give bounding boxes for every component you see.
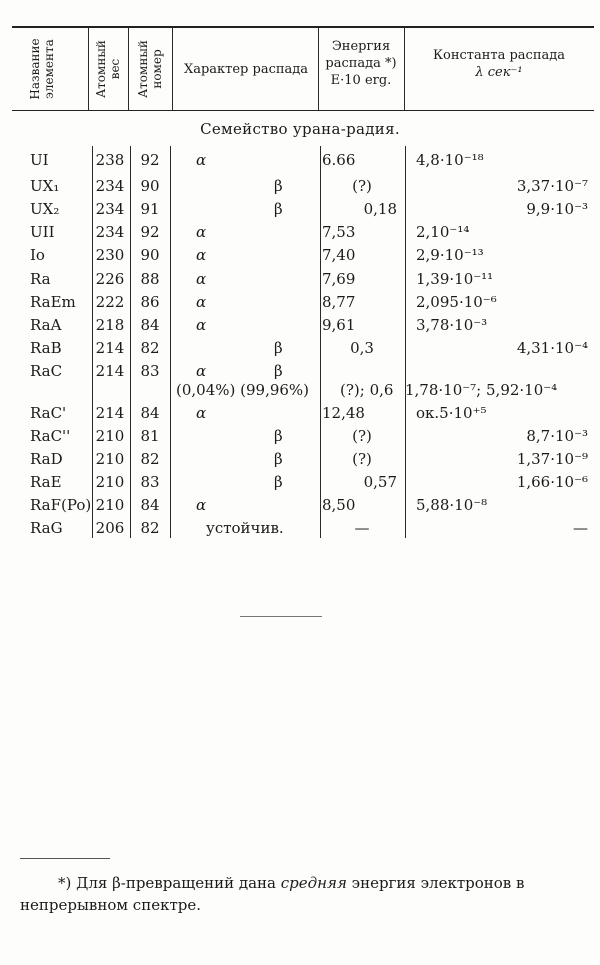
- element-name: UX₁: [30, 177, 60, 195]
- header-energy-line: распада *): [325, 56, 397, 71]
- atomic-weight: 230: [95, 246, 125, 264]
- element-name: UX₂: [30, 200, 60, 218]
- atomic-weight: 222: [95, 293, 125, 311]
- rac-branch-percents: (0,04%) (99,96%): [176, 381, 310, 399]
- header-constant-line: Константа распада: [432, 48, 566, 63]
- atomic-weight: 210: [95, 450, 125, 468]
- rac-branch-energy: (?); 0,6: [340, 381, 394, 399]
- atomic-weight: 238: [95, 151, 125, 169]
- alpha-decay-mark: α: [196, 316, 207, 334]
- element-name: UII: [30, 223, 55, 241]
- body-divider: [170, 146, 171, 538]
- beta-decay-mark: β: [274, 427, 283, 445]
- atomic-weight: 206: [95, 519, 125, 537]
- atomic-weight: 234: [95, 200, 125, 218]
- alpha-decay-mark: α: [196, 293, 207, 311]
- header-energy-line: E·10 erg.: [330, 73, 392, 88]
- decay-energy: 0,3: [350, 339, 374, 357]
- decay-constant: 1,66·10⁻⁶: [516, 473, 588, 491]
- decay-constant: 3,78·10⁻³: [416, 316, 488, 334]
- atomic-number: 84: [140, 316, 160, 334]
- atomic-number: 83: [140, 362, 160, 380]
- alpha-decay-mark: α: [196, 404, 207, 422]
- beta-decay-mark: β: [274, 473, 283, 491]
- atomic-weight: 210: [95, 427, 125, 445]
- decay-constant: 2,10⁻¹⁴: [416, 223, 470, 241]
- atomic-weight: 214: [95, 339, 125, 357]
- element-name: RaA: [30, 316, 62, 334]
- atomic-number: 82: [140, 450, 160, 468]
- decay-constant: 5,88·10⁻⁸: [416, 496, 488, 514]
- page-dash: [240, 616, 322, 617]
- element-name: RaC'': [30, 427, 71, 445]
- element-name: RaE: [30, 473, 62, 491]
- atomic-number: 92: [140, 223, 160, 241]
- decay-constant: —: [573, 519, 588, 537]
- body-divider: [405, 146, 406, 538]
- alpha-decay-mark: α: [196, 151, 207, 169]
- decay-energy: (?): [352, 177, 372, 195]
- element-name: RaC: [30, 362, 63, 380]
- alpha-decay-mark: α: [196, 246, 207, 264]
- atomic-number: 91: [140, 200, 160, 218]
- header-decay-constant: [404, 47, 594, 81]
- decay-constant: 4,31·10⁻⁴: [516, 339, 588, 357]
- alpha-decay-mark: α: [196, 270, 207, 288]
- atomic-number: 84: [140, 496, 160, 514]
- alpha-decay-mark: α: [196, 223, 207, 241]
- decay-energy: 7,69: [322, 270, 356, 288]
- decay-energy: 7,40: [322, 246, 356, 264]
- decay-energy: 7,53: [322, 223, 356, 241]
- atomic-number: 92: [140, 151, 160, 169]
- atomic-number: 84: [140, 404, 160, 422]
- atomic-weight: 214: [95, 404, 125, 422]
- element-name: Ra: [30, 270, 51, 288]
- header-decay-type: Характер распада: [183, 62, 309, 77]
- decay-constant: 2,095·10⁻⁶: [416, 293, 497, 311]
- header-divider: [128, 28, 129, 110]
- decay-energy: 6.66: [322, 151, 356, 169]
- atomic-number: 81: [140, 427, 160, 445]
- atomic-number: 82: [140, 339, 160, 357]
- atomic-number: 86: [140, 293, 160, 311]
- footnote-suffix: энергия электронов в непрерывном спектре.: [20, 874, 525, 914]
- atomic-number: 90: [140, 177, 160, 195]
- decay-constant: 9,9·10⁻³: [526, 200, 588, 218]
- stable-label: устойчив.: [206, 519, 284, 537]
- element-name: RaEm: [30, 293, 76, 311]
- header-element-name: Название элемента: [28, 38, 56, 100]
- table-top-rule: [12, 26, 594, 28]
- atomic-number: 83: [140, 473, 160, 491]
- element-name: UI: [30, 151, 49, 169]
- element-name: RaD: [30, 450, 63, 468]
- decay-energy: 0,57: [363, 473, 397, 491]
- footnote: [20, 872, 585, 916]
- header-constant-line: λ сек⁻¹: [475, 65, 523, 80]
- decay-energy: 12,48: [322, 404, 365, 422]
- decay-energy: —: [354, 519, 370, 537]
- atomic-number: 88: [140, 270, 160, 288]
- decay-energy: 8,77: [322, 293, 356, 311]
- element-name: RaF(Po): [30, 496, 92, 514]
- atomic-weight: 234: [95, 177, 125, 195]
- element-name: Io: [30, 246, 45, 264]
- beta-decay-mark: β: [274, 177, 283, 195]
- footnote-rule: [20, 858, 110, 859]
- atomic-number: 90: [140, 246, 160, 264]
- header-atomic-weight: Атомный вес: [94, 40, 122, 98]
- decay-energy: 9,61: [322, 316, 356, 334]
- decay-constant: 2,9·10⁻¹³: [416, 246, 484, 264]
- atomic-number: 82: [140, 519, 160, 537]
- atomic-weight: 218: [95, 316, 125, 334]
- header-energy: [318, 38, 404, 89]
- decay-constant: 4,8·10⁻¹⁸: [416, 151, 484, 169]
- decay-constant: 1,39·10⁻¹¹: [416, 270, 494, 288]
- rac-branch-constants: 1,78·10⁻⁷; 5,92·10⁻⁴: [405, 381, 558, 399]
- decay-constant: 1,37·10⁻⁹: [516, 450, 588, 468]
- section-title: Семейство урана-радия.: [200, 120, 400, 138]
- alpha-decay-mark: α: [196, 496, 207, 514]
- header-energy-line: Энергия: [331, 39, 391, 54]
- atomic-weight: 234: [95, 223, 125, 241]
- header-bottom-rule: [12, 110, 594, 111]
- header-divider: [88, 28, 89, 110]
- decay-energy: (?): [352, 450, 372, 468]
- atomic-weight: 210: [95, 473, 125, 491]
- atomic-weight: 210: [95, 496, 125, 514]
- element-name: RaB: [30, 339, 62, 357]
- decay-energy: 0,18: [363, 200, 397, 218]
- header-divider: [172, 28, 173, 110]
- footnote-emphasis: средняя: [280, 874, 347, 892]
- element-name: RaC': [30, 404, 67, 422]
- beta-decay-mark: β: [274, 200, 283, 218]
- beta-decay-mark: β: [274, 450, 283, 468]
- decay-constant: 8,7·10⁻³: [526, 427, 588, 445]
- body-divider: [320, 146, 321, 538]
- element-name: RaG: [30, 519, 63, 537]
- beta-decay-mark: β: [274, 339, 283, 357]
- footnote-prefix: *) Для β-превращений дана: [58, 874, 281, 892]
- atomic-weight: 214: [95, 362, 125, 380]
- decay-constant: ок.5·10⁺⁵: [416, 404, 487, 422]
- header-atomic-number: Атомный номер: [136, 40, 164, 98]
- atomic-weight: 226: [95, 270, 125, 288]
- beta-decay-mark: β: [274, 362, 283, 380]
- decay-energy: 8,50: [322, 496, 356, 514]
- alpha-decay-mark: α: [196, 362, 207, 380]
- decay-energy: (?): [352, 427, 372, 445]
- decay-constant: 3,37·10⁻⁷: [516, 177, 588, 195]
